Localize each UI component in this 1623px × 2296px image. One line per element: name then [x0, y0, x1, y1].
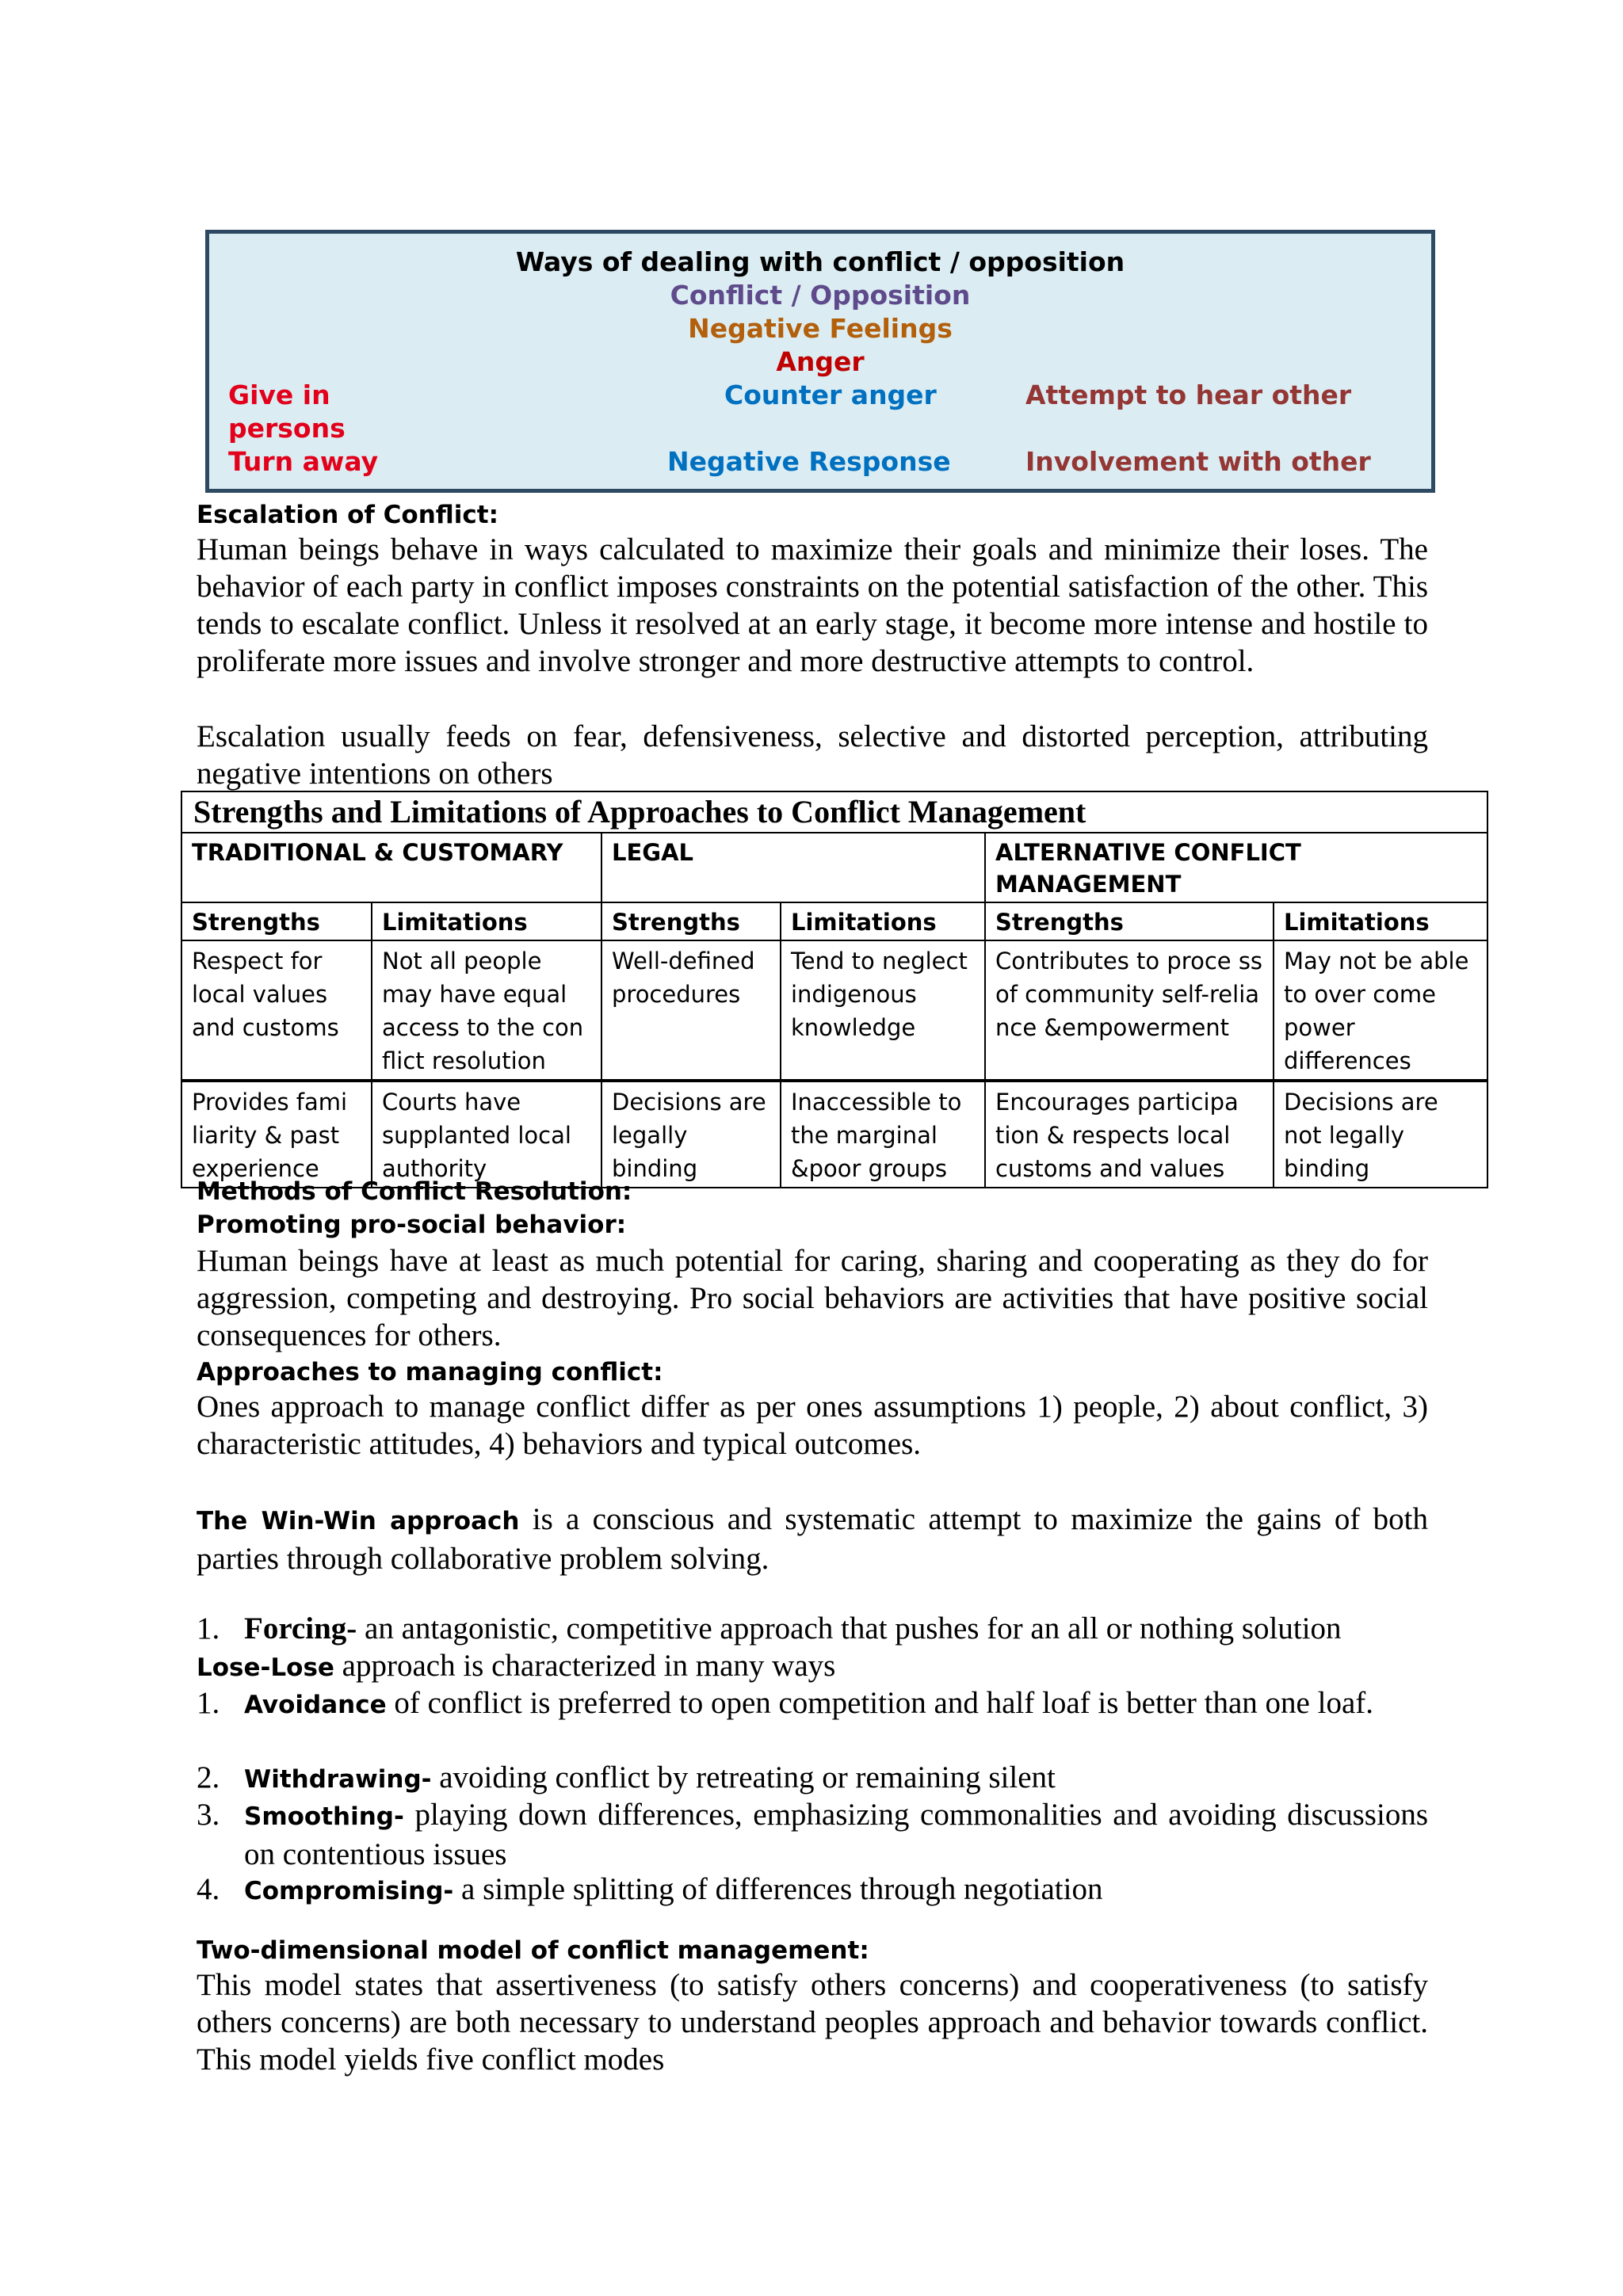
twodim-paragraph: This model states that assertiveness (to satisfy others concerns) and cooperativeness (to satisfy others concerns) are both necessary to understand peoples approach and behavior towards conflict. This model yields five conflict modes: [197, 1968, 1428, 2077]
group-traditional: TRADITIONAL & CUSTOMARY: [181, 833, 601, 902]
list-number: 3.: [197, 1798, 220, 1832]
conflict-flow-box: [205, 230, 1435, 493]
flow-level-negative-feelings: Negative Feelings: [688, 313, 953, 344]
subheader-limitations: Limitations: [1274, 902, 1487, 940]
strengths-limitations-table: [181, 791, 1487, 1188]
table-cell: Tend to neglect indigenous knowledge: [781, 940, 985, 1081]
list-item-text: a simple splitting of differences through negotiation: [453, 1872, 1103, 1906]
methods-heading: Methods of Conflict Resolution:: [197, 1177, 632, 1206]
subheader-limitations: Limitations: [781, 902, 985, 940]
flow-involvement: Involvement with other: [1025, 446, 1371, 477]
list-item-term: Smoothing-: [244, 1802, 404, 1831]
list-item-text: of conflict is preferred to open competition and half loaf is better than one loaf.: [386, 1686, 1374, 1720]
group-alternative: ALTERNATIVE CONFLICT MANAGEMENT: [985, 833, 1487, 902]
table-cell: Decisions are not legally binding: [1274, 1081, 1487, 1188]
list-number: 1.: [197, 1686, 220, 1720]
list-item-term: Avoidance: [244, 1691, 387, 1719]
forcing-text: an antagonistic, competitive approach that pushes for an all or nothing solution: [357, 1611, 1342, 1646]
winwin-term: The Win-Win approach: [197, 1507, 520, 1535]
flow-negative-response: Negative Response: [667, 446, 951, 477]
subheader-strengths: Strengths: [985, 902, 1274, 940]
escalation-paragraph-2: Escalation usually feeds on fear, defensiveness, selective and distorted perception, attributing negative intentions on others: [197, 719, 1428, 791]
list-item: [244, 1759, 1428, 1798]
winwin-text: is a conscious and systematic attempt to maximize the gains of both parties through collaborative problem solving.: [197, 1502, 1428, 1576]
flow-counter-anger: Counter anger: [724, 379, 937, 410]
table-title: Strengths and Limitations of Approaches to Conflict Management: [181, 791, 1487, 833]
list-item: [244, 1796, 1428, 1873]
list-number: 4.: [197, 1872, 220, 1906]
escalation-heading: Escalation of Conflict:: [197, 501, 498, 529]
winwin-paragraph: [197, 1501, 1428, 1577]
prosocial-subheading: Promoting pro-social behavior:: [197, 1211, 627, 1239]
prosocial-paragraph: Human beings have at least as much potential for caring, sharing and cooperating as they do for aggression, competing and destroying. Pro social behaviors are activities that have positive social consequences for others.: [197, 1244, 1428, 1352]
loselose-text: approach is characterized in many ways: [334, 1649, 836, 1683]
forcing-term: Forcing-: [244, 1611, 357, 1646]
list-item: [244, 1684, 1428, 1724]
table-cell: Decisions are legally binding: [601, 1081, 781, 1188]
flow-give-in: Give in: [228, 379, 330, 410]
list-item-term: Withdrawing-: [244, 1765, 432, 1794]
list-item-text: playing down differences, emphasizing commonalities and avoiding discussions on contentious issues: [244, 1798, 1428, 1871]
flow-turn-away: Turn away: [228, 446, 379, 477]
flow-attempt-to-hear: Attempt to hear other: [1025, 379, 1352, 410]
table-cell: Inaccessible to the marginal &poor groups: [781, 1081, 985, 1188]
table-cell: Contributes to proce ss of community self-relia nce &empowerment: [985, 940, 1274, 1081]
list-item-text: avoiding conflict by retreating or remaining silent: [431, 1760, 1056, 1794]
table-row: [181, 940, 1487, 1081]
table-cell: Courts have supplanted local authority: [372, 1081, 601, 1188]
group-legal: LEGAL: [601, 833, 985, 902]
table-cell: Not all people may have equal access to the con flict resolution: [372, 940, 601, 1081]
table-cell: Encourages participa tion & respects local customs and values: [985, 1081, 1274, 1188]
escalation-paragraph-1: Human beings behave in ways calculated to maximize their goals and minimize their loses. The behavior of each party in conflict imposes constraints on the potential satisfaction of the other. This tends to escalate conflict. Unless it resolved at an early stage, it become more intense and hostile to proliferate more issues and involve stronger and more destructive attempts to control.: [197, 532, 1428, 678]
forcing-number: 1.: [197, 1611, 220, 1646]
list-number: 2.: [197, 1760, 220, 1794]
flow-box-title: Ways of dealing with conflict / opposition: [515, 246, 1125, 277]
table-cell: Well-defined procedures: [601, 940, 781, 1081]
list-item: [244, 1871, 1428, 1910]
table-cell: Respect for local values and customs: [181, 940, 372, 1081]
table-cell: May not be able to over come power differences: [1274, 940, 1487, 1081]
forcing-item: [244, 1610, 1342, 1647]
subheader-strengths: Strengths: [181, 902, 372, 940]
subheader-strengths: Strengths: [601, 902, 781, 940]
list-item-term: Compromising-: [244, 1877, 454, 1905]
subheader-limitations: Limitations: [372, 902, 601, 940]
loselose-intro: [197, 1647, 835, 1687]
flow-persons: persons: [228, 413, 346, 444]
loselose-term: Lose-Lose: [197, 1653, 334, 1682]
table-cell: Provides fami liarity & past experience: [181, 1081, 372, 1188]
flow-level-conflict: Conflict / Opposition: [670, 280, 971, 311]
flow-level-anger: Anger: [776, 346, 865, 377]
approaches-heading: Approaches to managing conflict:: [197, 1358, 663, 1386]
table-row: [181, 1081, 1487, 1188]
approaches-paragraph: Ones approach to manage conflict differ as per ones assumptions 1) people, 2) about conflict, 3) characteristic attitudes, 4) behaviors and typical outcomes.: [197, 1390, 1428, 1461]
twodim-heading: Two-dimensional model of conflict management:: [197, 1936, 869, 1965]
